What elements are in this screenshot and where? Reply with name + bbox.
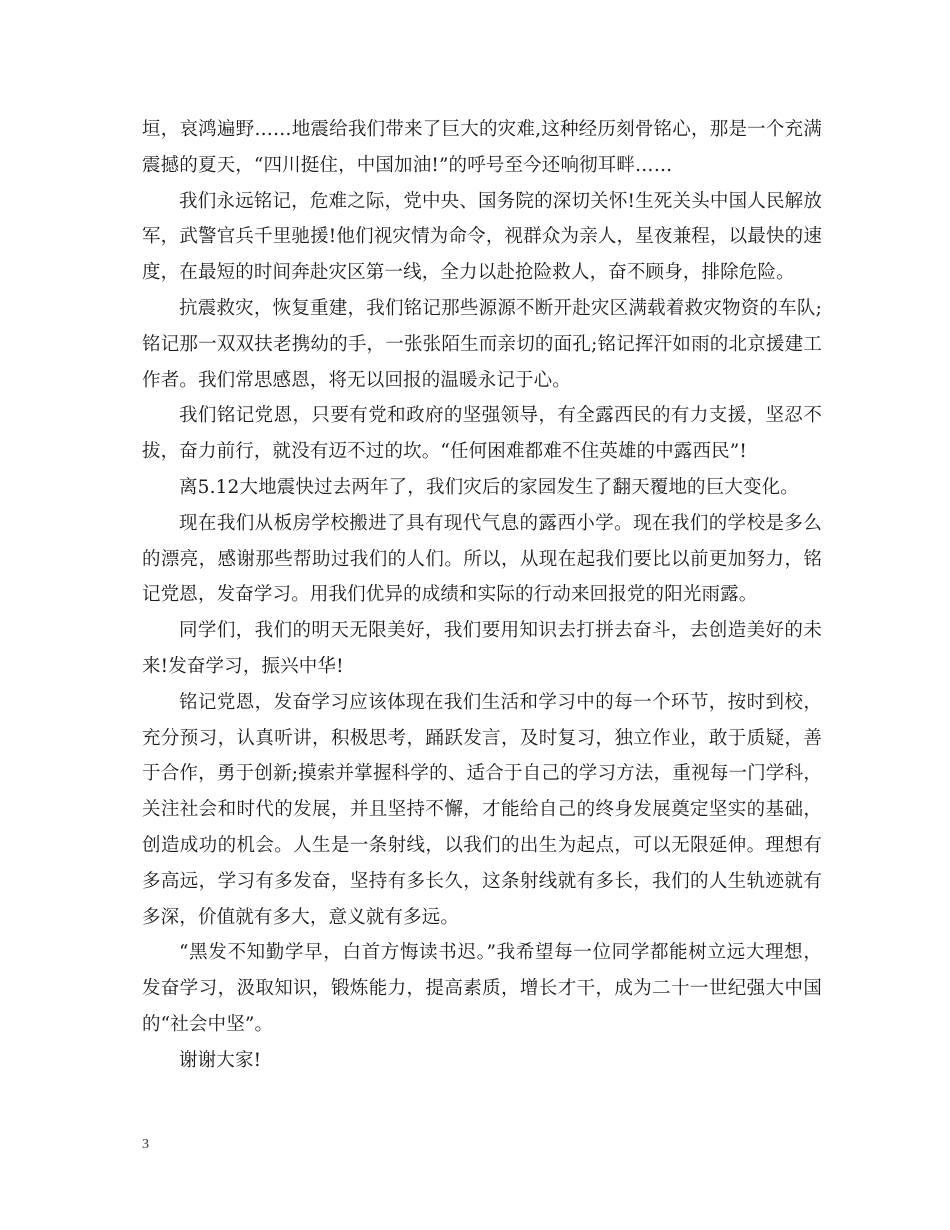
paragraph-7: 同学们，我们的明天无限美好，我们要用知识去打拼去奋斗，去创造美好的未来!发奋学习，振兴中华! — [142, 620, 822, 677]
paragraph-2: 我们永远铭记，危难之际，党中央、国务院的深切关怀!生死关头中国人民解放军，武警官兵千里驰援!他们视灾情为命令，视群众为亲人，星夜兼程，以最快的速度，在最短的时间奔赴灾区第一线，全力以赴抢险救人，奋不顾身，排除危险。 — [142, 190, 822, 284]
paragraph-8: 铭记党恩，发奋学习应该体现在我们生活和学习中的每一个环节，按时到校，充分预习，认真听讲，积极思考，踊跃发言，及时复习，独立作业，敢于质疑，善于合作，勇于创新;摸索并掌握科学的、适合于自己的学习方法，重视每一门学科，关注社会和时代的发展，并且坚持不懈，才能给自己的终身发展奠定坚实的基础，创造成功的机会。人生是一条射线，以我们的出生为起点，可以无限延伸。理想有多高远，学习有多发奋，坚持有多长久，这条射线就有多长，我们的人生轨迹就有多深，价值就有多大，意义就有多远。 — [142, 691, 822, 928]
paragraph-4: 我们铭记党恩，只要有党和政府的坚强领导，有全露西民的有力支援，坚忍不拔，奋力前行，就没有迈不过的坎。“任何困难都难不住英雄的中露西民”! — [142, 405, 822, 463]
body-text — [142, 112, 822, 1079]
paragraph-1: 垣，哀鸿遍野……地震给我们带来了巨大的灾难,这种经历刻骨铭心，那是一个充满震撼的夏天，“四川挺住，中国加油!”的呼号至今还响彻耳畔…… — [142, 119, 822, 176]
paragraph-3: 抗震救灾，恢复重建，我们铭记那些源源不断开赴灾区满载着救灾物资的车队;铭记那一双双扶老携幼的手，一张张陌生而亲切的面孔;铭记挥汗如雨的北京援建工作者。我们常思感恩，将无以回报的温暖永记于心。 — [142, 297, 822, 391]
paragraph-5: 离5.12大地震快过去两年了，我们灾后的家园发生了翻天覆地的巨大变化。 — [179, 476, 799, 498]
page-number: 3 — [142, 1137, 149, 1152]
paragraph-6: 现在我们从板房学校搬进了具有现代气息的露西小学。现在我们的学校是多么的漂亮，感谢那些帮助过我们的人们。所以，从现在起我们要比以前更加努力，铭记党恩，发奋学习。用我们优异的成绩和实际的行动来回报党的阳光雨露。 — [142, 512, 822, 606]
paragraph-9: “黑发不知勤学早，白首方悔读书迟。”我希望每一位同学都能树立远大理想，发奋学习，汲取知识，锻炼能力，提高素质，增长才干，成为二十一世纪强大中国的“社会中坚”。 — [142, 942, 822, 1035]
paragraph-10: 谢谢大家! — [179, 1049, 262, 1071]
